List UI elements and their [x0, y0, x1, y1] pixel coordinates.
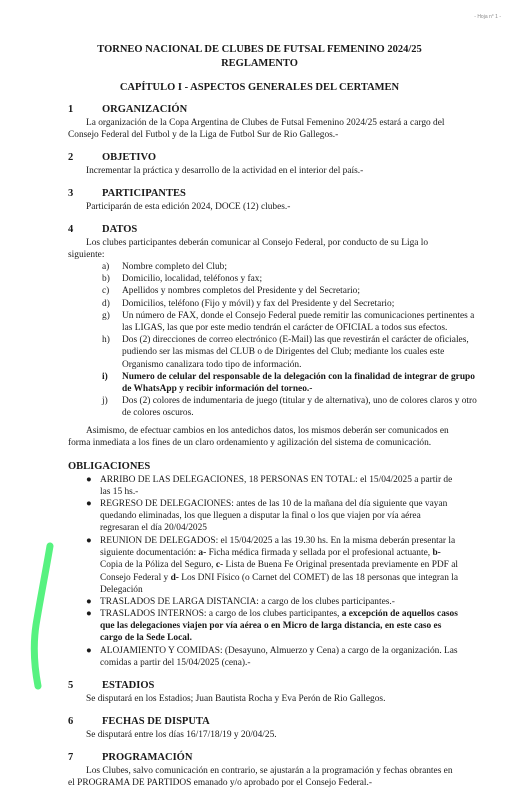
section-title-organizacion: ORGANIZACIÓN	[102, 104, 188, 115]
section-number: 1	[68, 104, 74, 115]
section-title-participantes: PARTICIPANTES	[102, 188, 186, 199]
section-text: el PROGRAMA DE PARTIDOS emanado y/o aprobado por el Consejo Federal.-	[68, 778, 373, 788]
section-text: Se disputará entre los días 16/17/18/19 y 20/04/25.	[86, 730, 277, 740]
section-text: Los Clubes, salvo comunicación en contrario, se ajustarán a la programación y fechas obrantes en	[86, 766, 453, 776]
section-number: 5	[68, 680, 74, 691]
section-number: 3	[68, 188, 74, 199]
bullet-icon: ●	[86, 499, 92, 509]
section-title-fechas: FECHAS DE DISPUTA	[102, 716, 210, 727]
section-text: siguiente:	[68, 250, 105, 260]
section-text: Asimismo, de efectuar cambios en los antedichos datos, los mismos deberán ser comunicados en	[86, 426, 449, 436]
tournament-title: TORNEO NACIONAL DE CLUBES DE FUTSAL FEMENINO 2024/25	[97, 44, 422, 55]
regulation-title: REGLAMENTO	[221, 58, 298, 69]
section-text: Participarán de esta edición 2024, DOCE (12) clubes.-	[86, 202, 291, 212]
section-title-objetivo: OBJETIVO	[102, 152, 157, 163]
document-page: - Hoja n° 1 - TORNEO NACIONAL DE CLUBES DE FUTSAL FEMENINO 2024/25 REGLAMENTO CAPÍTULO I - ASPECTOS GENERALES DEL CERTAMEN 1 ORGANIZACIÓN La organización de la Copa Argentina de Clubes de Futsal Femenino 2024/25 estará a cargo del Consejo Federal del Futbol y de la Liga de Futbol Sur de Rio Gallegos.- 2 OBJETIVO Incrementar la práctica y desarrollo de la actividad en el interior del país.- 3 PARTICIPANTES Participarán de esta edición 2024, DOCE (12) clubes.- 4 DATOS Los clubes participantes deberán comunicar al Consejo Federal, por conducto de su Liga lo siguiente: a) Nombre completo del Club; b) Domicilio, localidad, teléfonos y fax; c) Apellidos y nombres completos del Presidente y del Secretario; d) Domicilios, teléfono (Fijo y móvil) y fax del Presidente y del Secretario; g) Un número de FAX, donde el Consejo Federal puede remitir las comunicaciones pertinentes a las LIGAS, las que por este medio tendrán el carácter de OFICIAL a todos sus efectos. h) Dos (2) direcciones de correo electrónico (E-Mail) las que revestirán el carácter de oficiales, pudiendo ser las mismas del CLUB o de Dirigentes del Club; mediante los cuales este Organismo canalizara todo tipo de información. i) Numero de celular del responsable de la delegación con la finalidad de integrar de grupo de WhatsApp y recibir información del torneo.- j) Dos (2) colores de indumentaria de juego (titular y de alternativa), uno de colores claros y otro de colores oscuros. Asimismo, de efectuar cambios en los antedichos datos, los mismos deberán ser comunicados en forma inmediata a los fines de un claro ordenamiento y agilización del sistema de comunicación. OBLIGACIONES ● ARRIBO DE LAS DELEGACIONES, 18 PERSONAS EN TOTAL: el 15/04/2025 a partir de las 15 hs.- ● REGRESO DE DELEGACIONES: antes de las 10 de la mañana del día siguiente que vayan quedando eliminadas, los que lleguen a disputar la final o los que viajen por vía aérea regresaran el día 20/04/2025 ● REUNION DE DELEGADOS: el 15/04/2025 a las 19.30 hs. En la misma deberán presentar la siguiente documentación: a- Ficha médica firmada y sellada por el profesional actuante, b- Copia de la Póliza del Seguro, c- Lista de Buena Fe Original presentada previamente en PDF al Consejo Federal y d- Los DNI Físico (o Carnet del COMET) de las 18 personas que integran la Delegación ● TRASLADOS DE LARGA DISTANCIA: a cargo de los clubes participantes.- ● TRASLADOS INTERNOS: a cargo de los clubes participantes, a excepción de aquellos casos que las delegaciones viajen por vía aérea o en Micro de larga distancia, en este caso es cargo de la Sede Local. ● ALOJAMIENTO Y COMIDAS: (Desayuno, Almuerzo y Cena) a cargo de la organización. Las comidas a partir del 15/04/2025 (cena).- 5 ESTADIOS Se disputará en los Estadios; Juan Bautista Rocha y Eva Perón de Rio Gallegos. 6 FECHAS DE DISPUTA Se disputará entre los días 16/17/18/19 y 20/04/25. 7 PROGRAMACIÓN Los Clubes, salvo comunicación en contrario, se ajustarán a la programación y fechas obrantes en el PROGRAMA DE PARTIDOS emanado y/o aprobado por el Consejo Federal.-	[0, 0, 519, 800]
section-number: 6	[68, 716, 74, 727]
bullet-icon: ●	[86, 597, 92, 607]
bullet-icon: ●	[86, 646, 92, 656]
section-text: Los clubes participantes deberán comunicar al Consejo Federal, por conducto de su Liga lo	[86, 238, 429, 248]
section-number: 4	[68, 224, 74, 235]
section-text: Se disputará en los Estadios; Juan Bautista Rocha y Eva Perón de Rio Gallegos.	[86, 694, 386, 704]
section-title-datos: DATOS	[102, 224, 138, 235]
section-number: 2	[68, 152, 74, 163]
bullet-icon: ●	[86, 609, 92, 619]
section-text: forma inmediata a los fines de un claro ordenamiento y agilización del sistema de comunicación.	[68, 438, 432, 448]
section-text: Consejo Federal del Futbol y de la Liga de Futbol Sur de Rio Gallegos.-	[68, 130, 339, 140]
bullet-icon: ●	[86, 536, 92, 546]
section-title-estadios: ESTADIOS	[102, 680, 155, 691]
section-number: 7	[68, 752, 74, 763]
chapter-title: CAPÍTULO I - ASPECTOS GENERALES DEL CERTAMEN	[119, 82, 400, 93]
section-text: Incrementar la práctica y desarrollo de la actividad en el interior del país.-	[86, 166, 364, 176]
section-text: La organización de la Copa Argentina de Clubes de Futsal Femenino 2024/25 estará a cargo del	[86, 118, 445, 128]
bullet-icon: ●	[86, 475, 92, 485]
section-title-programacion: PROGRAMACIÓN	[102, 752, 193, 763]
obligaciones-title: OBLIGACIONES	[68, 461, 151, 472]
page-number-mark: - Hoja n° 1 -	[474, 14, 501, 20]
